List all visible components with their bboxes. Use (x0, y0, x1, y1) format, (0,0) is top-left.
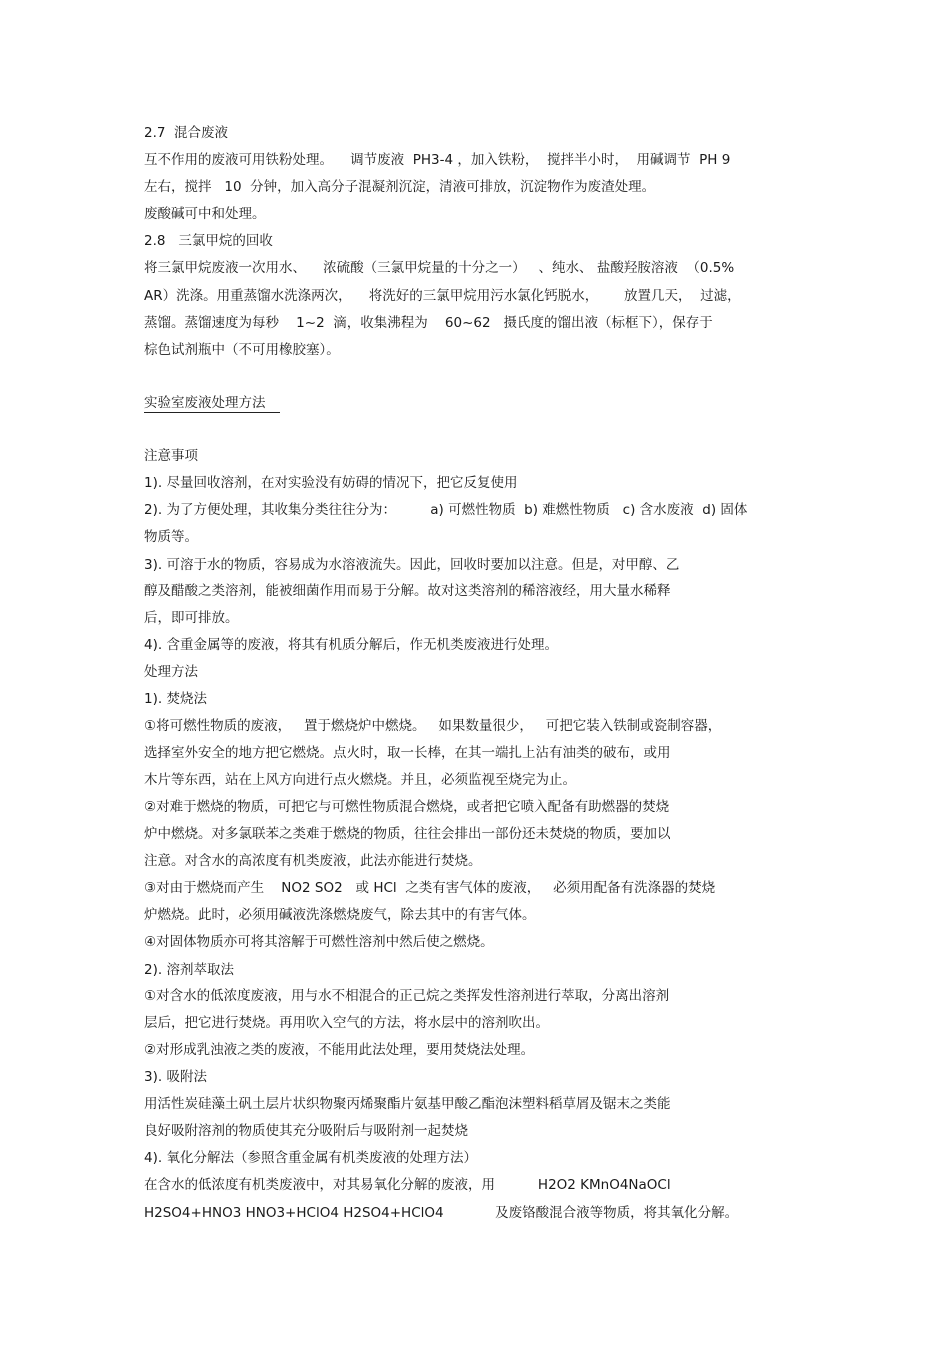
subsection-heading: 1). 焚烧法 (144, 691, 207, 707)
subsection-heading: 3). 吸附法 (144, 1069, 207, 1085)
paragraph-line: ①将可燃性物质的废液， 置于燃烧炉中燃烧。 如果数量很少， 可把它装入铁制或瓷制容器， (144, 718, 722, 734)
paragraph-line: 棕色试剂瓶中（不可用橡胶塞）。 (144, 342, 340, 358)
paragraph-line: 炉中燃烧。对多氯联苯之类难于燃烧的物质，往往会排出一部份还未焚烧的物质，要加以 (144, 826, 671, 842)
paragraph-line: 层后，把它进行焚烧。再用吹入空气的方法，将水层中的溶剂吹出。 (144, 1015, 549, 1031)
document-title (144, 394, 280, 412)
paragraph-line: 后，即可排放。 (144, 610, 239, 626)
section-heading-2-7: 2.7 混合废液 (144, 125, 229, 141)
paragraph-line: 注意。对含水的高浓度有机类废液，此法亦能进行焚烧。 (144, 853, 482, 869)
paragraph-line: ①对含水的低浓度废液，用与水不相混合的正己烷之类挥发性溶剂进行萃取，分离出溶剂 (144, 988, 670, 1004)
paragraph-line: 选择室外安全的地方把它燃烧。点火时，取一长棒，在其一端扎上沾有油类的破布，或用 (144, 745, 671, 761)
paragraph-line: 1). 尽量回收溶剂，在对实验没有妨碍的情况下，把它反复使用 (144, 475, 518, 491)
paragraph-line: 醇及醋酸之类溶剂，能被细菌作用而易于分解。故对这类溶剂的稀溶液经，用大量水稀释 (144, 583, 671, 599)
paragraph-line: H2SO4+HNO3 HNO3+HClO4 H2SO4+HClO4 及废铬酸混合液等物质，将其氧化分解。 (144, 1205, 739, 1221)
document-title-text: 实验室废液处理方法 (144, 395, 280, 413)
paragraph-line: 蒸馏。蒸馏速度为每秒 1~2 滴，收集沸程为 60~62 摄氏度的馏出液（标框下），保存于 (144, 315, 713, 331)
paragraph-line: ④对固体物质亦可将其溶解于可燃性溶剂中然后使之燃烧。 (144, 934, 494, 950)
paragraph-line: 3). 可溶于水的物质，容易成为水溶液流失。因此，回收时要加以注意。但是，对甲醇、乙 (144, 557, 680, 573)
notes-heading: 注意事项 (144, 448, 198, 464)
paragraph-line: ②对形成乳浊液之类的废液，不能用此法处理，要用焚烧法处理。 (144, 1042, 535, 1058)
paragraph-line: 互不作用的废液可用铁粉处理。 调节废液 PH3-4 ，加入铁粉， 搅拌半小时， 用碱调节 PH 9 (144, 152, 731, 168)
subsection-heading: 4). 氧化分解法（参照含重金属有机类废液的处理方法） (144, 1150, 477, 1166)
paragraph-line: 良好吸附溶剂的物质使其充分吸附后与吸附剂一起焚烧 (144, 1123, 468, 1139)
paragraph-line: 木片等东西，站在上风方向进行点火燃烧。并且，必须监视至烧完为止。 (144, 772, 576, 788)
subsection-heading: 2). 溶剂萃取法 (144, 962, 234, 978)
paragraph-line: ③对由于燃烧而产生 NO2 SO2 或 HCl 之类有害气体的废液， 必须用配备有洗涤器的焚烧 (144, 880, 716, 896)
section-heading-2-8: 2.8 三氯甲烷的回收 (144, 233, 273, 249)
paragraph-line: 将三氯甲烷废液一次用水、 浓硫酸（三氯甲烷量的十分之一） 、纯水、 盐酸羟胺溶液 （0.5% (144, 260, 735, 276)
paragraph-line: AR）洗涤。用重蒸馏水洗涤两次， 将洗好的三氯甲烷用污水氯化钙脱水， 放置几天， 过滤， (144, 288, 741, 304)
paragraph-line: 4). 含重金属等的废液，将其有机质分解后，作无机类废液进行处理。 (144, 637, 558, 653)
paragraph-line: 物质等。 (144, 529, 198, 545)
paragraph-line: 炉燃烧。此时，必须用碱液洗涤燃烧废气，除去其中的有害气体。 (144, 907, 536, 923)
paragraph-line: 废酸碱可中和处理。 (144, 206, 266, 222)
paragraph-line: ②对难于燃烧的物质，可把它与可燃性物质混合燃烧，或者把它喷入配备有助燃器的焚烧 (144, 799, 670, 815)
paragraph-line: 用活性炭硅藻土矾土层片状织物聚丙烯聚酯片氨基甲酸乙酯泡沫塑料稻草屑及锯末之类能 (144, 1096, 671, 1112)
paragraph-line: 2). 为了方便处理，其收集分类往往分为： a) 可燃性物质 b) 难燃性物质 c) 含水废液 d) 固体 (144, 502, 748, 518)
paragraph-line: 左右，搅拌 10 分钟，加入高分子混凝剂沉淀，清液可排放，沉淀物作为废渣处理。 (144, 179, 656, 195)
methods-heading: 处理方法 (144, 664, 198, 680)
paragraph-line: 在含水的低浓度有机类废液中，对其易氧化分解的废液，用 H2O2 KMnO4NaOCl (144, 1177, 671, 1193)
